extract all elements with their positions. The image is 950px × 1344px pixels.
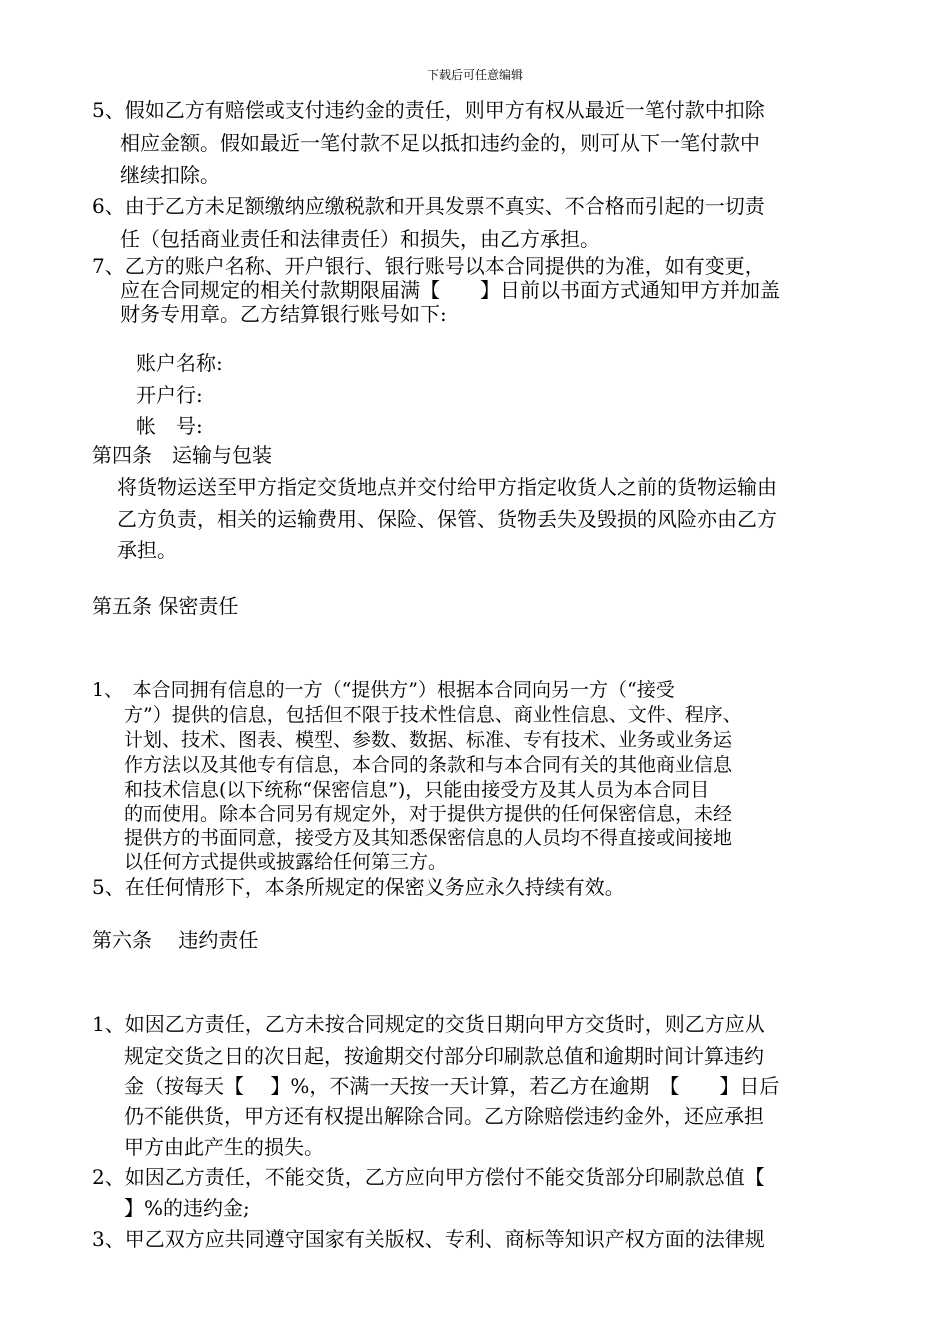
section5-item1-line8: 以任何方式提供或披露给任何第三方。 xyxy=(124,851,448,873)
page-header: 下载后可任意编辑 xyxy=(426,68,523,82)
section4-title: 第四条 运输与包装 xyxy=(92,443,272,467)
section6-item2-line2: 】%的违约金; xyxy=(124,1196,250,1220)
section5-item1-line6: 的而使用。除本合同另有规定外，对于提供方提供的任何保密信息，未经 xyxy=(124,803,733,825)
item5-line3: 继续扣除。 xyxy=(120,163,220,187)
item7-line1: 7、乙方的账户名称、开户银行、银行账号以本合同提供的为准，如有变更， xyxy=(92,254,765,278)
section5-item1-line7: 提供方的书面同意，接受方及其知悉保密信息的人员均不得直接或间接地 xyxy=(124,827,733,849)
section5-item1-line1: 1、 本合同拥有信息的一方（“提供方”）根据本合同向另一方（“接受 xyxy=(92,679,675,701)
item7-line2: 应在合同规定的相关付款期限届满【 】日前以书面方式通知甲方并加盖 xyxy=(120,278,780,302)
section6-item1-line2: 规定交货之日的次日起，按逾期交付部分印刷款总值和逾期时间计算违约 xyxy=(124,1044,764,1068)
item5-line1: 5、假如乙方有赔偿或支付违约金的责任，则甲方有权从最近一笔付款中扣除 xyxy=(92,98,765,122)
section5-title: 第五条 保密责任 xyxy=(92,594,239,618)
section5-item1-line2: 方”）提供的信息，包括但不限于技术性信息、商业性信息、文件、程序、 xyxy=(124,704,742,726)
section6-item2-line1: 2、如因乙方责任，不能交货，乙方应向甲方偿付不能交货部分印刷款总值【 xyxy=(92,1165,765,1189)
section4-body-line2: 乙方负责，相关的运输费用、保险、保管、货物丢失及毁损的风险亦由乙方 xyxy=(117,507,777,531)
account-name-label: 账户名称: xyxy=(136,351,223,375)
section5-item1-line3: 计划、技术、图表、模型、参数、数据、标准、专有技术、业务或业务运 xyxy=(124,729,733,751)
section4-body-line1: 将货物运送至甲方指定交货地点并交付给甲方指定收货人之前的货物运输由 xyxy=(117,475,777,499)
section5-item1-line4: 作方法以及其他专有信息，本合同的条款和与本合同有关的其他商业信息 xyxy=(124,754,733,776)
section6-title: 第六条 违约责任 xyxy=(92,928,259,952)
item6-line1: 6、由于乙方未足额缴纳应缴税款和开具发票不真实、不合格而引起的一切责 xyxy=(92,194,765,218)
section4-body-line3: 承担。 xyxy=(117,538,177,562)
section5-item5: 5、在任何情形下，本条所规定的保密义务应永久持续有效。 xyxy=(92,875,625,899)
section6-item3: 3、甲乙双方应共同遵守国家有关版权、专利、商标等知识产权方面的法律规 xyxy=(92,1227,765,1251)
bank-label: 开户行: xyxy=(136,383,203,407)
item6-line2: 任（包括商业责任和法律责任）和损失，由乙方承担。 xyxy=(120,227,600,251)
account-no-label: 帐 号: xyxy=(136,414,203,438)
item7-line3: 财务专用章。乙方结算银行账号如下: xyxy=(120,302,447,326)
section6-item1-line5: 甲方由此产生的损失。 xyxy=(124,1135,324,1159)
section6-item1-line1: 1、如因乙方责任，乙方未按合同规定的交货日期向甲方交货时，则乙方应从 xyxy=(92,1012,765,1036)
section5-item1-line5: 和技术信息(以下统称“保密信息”)，只能由接受方及其人员为本合同目 xyxy=(124,779,710,801)
section6-item1-line4: 仍不能供货，甲方还有权提出解除合同。乙方除赔偿违约金外，还应承担 xyxy=(124,1104,764,1128)
item5-line2: 相应金额。假如最近一笔付款不足以抵扣违约金的，则可从下一笔付款中 xyxy=(120,131,760,155)
section6-item1-line3: 金（按每天【 】%，不满一天按一天计算，若乙方在逾期 【 】日后 xyxy=(124,1074,780,1098)
